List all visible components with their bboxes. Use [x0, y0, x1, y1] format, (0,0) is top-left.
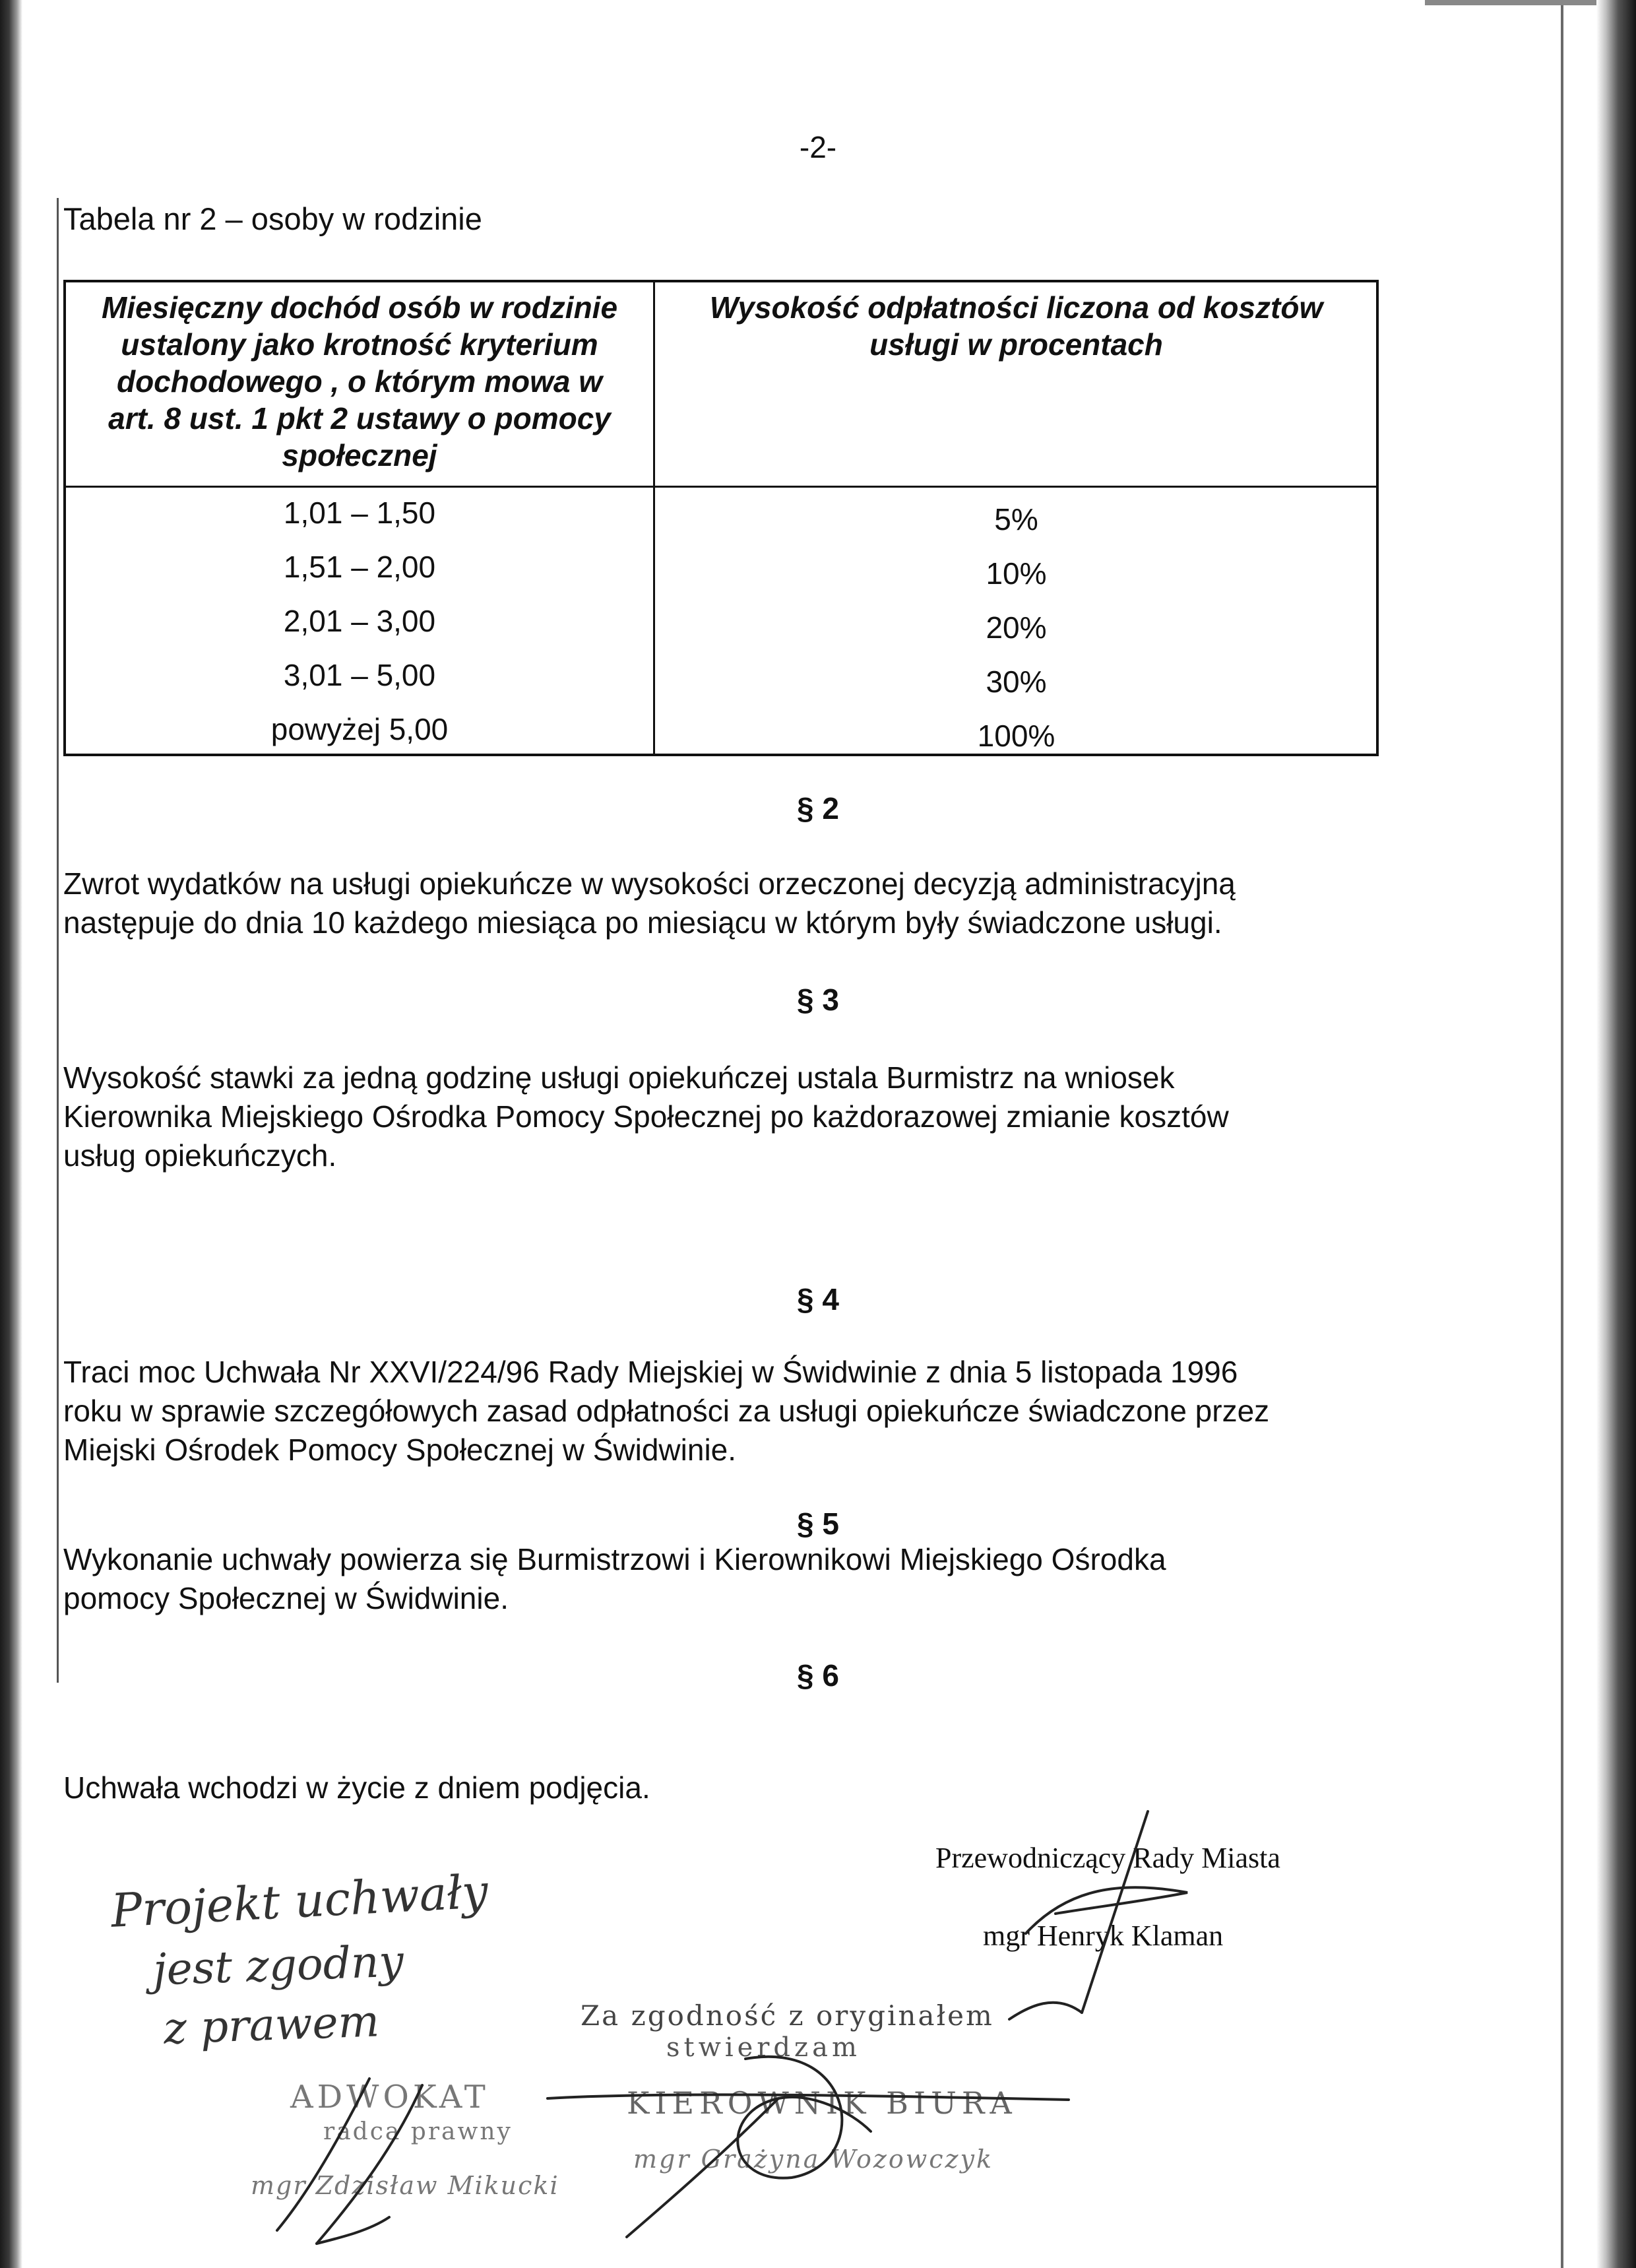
section-heading: § 6	[797, 1658, 839, 1693]
table-cell-income: 2,01 – 3,00	[283, 604, 436, 638]
office-head-stamp-title: KIEROWNIK BIURA	[627, 2085, 1017, 2121]
header-income-line: art. 8 ust. 1 pkt 2 ustawy o pomocy	[108, 401, 611, 436]
section-heading: § 3	[797, 983, 839, 1017]
header-income-line: społecznej	[282, 438, 437, 472]
handwritten-note-line: z prawem	[162, 1995, 381, 2054]
section-heading: § 4	[797, 1282, 839, 1316]
table-cell-fee: 100%	[977, 719, 1055, 753]
handwritten-note-line: jest zgodny	[152, 1935, 404, 1995]
legal-counsel-stamp-name: mgr Zdzisław Mikucki	[251, 2171, 559, 2200]
paragraph-line: Wykonanie uchwały powierza się Burmistrzowi i Kierownikowi Miejskiego Ośrodka	[63, 1542, 1166, 1576]
paragraph-line: Wysokość stawki za jedną godzinę usługi opiekuńczej ustala Burmistrz na wniosek	[63, 1060, 1175, 1095]
header-income-line: Miesięczny dochód osób w rodzinie	[101, 290, 618, 325]
table-cell-income: 1,01 – 1,50	[283, 496, 436, 530]
paragraph-line: Traci moc Uchwała Nr XXVI/224/96 Rady Miejskiej w Świdwinie z dnia 5 listopada 1996	[63, 1355, 1238, 1389]
legal-counsel-stamp-title: ADWOKAT	[290, 2079, 489, 2116]
paragraph-line: usług opiekuńczych.	[63, 1138, 337, 1173]
paragraph-line: następuje do dnia 10 każdego miesiąca po miesiącu w którym były świadczone usługi.	[63, 905, 1222, 940]
paragraph-line: Zwrot wydatków na usługi opiekuńcze w wysokości orzeczonej decyzją administracyjną	[63, 866, 1236, 901]
table-cell-income: powyżej 5,00	[270, 712, 449, 746]
paragraph-line: Uchwała wchodzi w życie z dniem podjęcia.	[63, 1770, 650, 1805]
certification-stamp-line: stwierdzam	[666, 2032, 861, 2063]
paragraph-line: roku w sprawie szczegółowych zasad odpłatności za usługi opiekuńcze świadczone przez	[63, 1394, 1270, 1428]
table-cell-fee: 5%	[994, 502, 1038, 536]
table-caption: Tabela nr 2 – osoby w rodzinie	[63, 201, 482, 236]
header-fee-line: usługi w procentach	[869, 327, 1163, 362]
signer-title: Przewodniczący Rady Miasta	[935, 1842, 1280, 1874]
paragraph-line: pomocy Społecznej w Świdwinie.	[63, 1581, 509, 1615]
signature-stroke	[1009, 2003, 1082, 2019]
header-income-line: dochodowego , o którym mowa w	[116, 364, 603, 399]
certification-stamp-line: Za zgodność z oryginałem	[581, 1999, 994, 2032]
signature-stroke	[317, 2085, 422, 2244]
page-number: -2-	[799, 130, 837, 164]
signature-stroke	[277, 2079, 369, 2230]
signature-stroke	[627, 2098, 778, 2237]
section-heading: § 2	[797, 791, 839, 826]
paragraph-line: Miejski Ośrodek Pomocy Społecznej w Świdwinie.	[63, 1433, 737, 1467]
signature-stroke	[1082, 1811, 1148, 2013]
table-cell-income: 3,01 – 5,00	[283, 658, 436, 692]
signer-name: mgr Henryk Klaman	[983, 1920, 1224, 1952]
legal-counsel-stamp-role: radca prawny	[323, 2118, 513, 2145]
table-cell-fee: 20%	[986, 610, 1047, 645]
table-cell-fee: 30%	[986, 664, 1047, 699]
table-cell-fee: 10%	[986, 556, 1047, 591]
header-income-line: ustalony jako krotność kryterium	[121, 327, 598, 362]
table-cell-income: 1,51 – 2,00	[283, 550, 436, 584]
paragraph-line: Kierownika Miejskiego Ośrodka Pomocy Społecznej po każdorazowej zmianie kosztów	[63, 1099, 1229, 1134]
signature-stroke	[1026, 1887, 1187, 1933]
handwritten-note-line: Projekt uchwały	[110, 1864, 489, 1938]
header-fee-line: Wysokość odpłatności liczona od kosztów	[709, 290, 1323, 325]
office-head-stamp-name: mgr Grażyna Wozowczyk	[633, 2145, 994, 2174]
section-heading: § 5	[797, 1507, 839, 1541]
